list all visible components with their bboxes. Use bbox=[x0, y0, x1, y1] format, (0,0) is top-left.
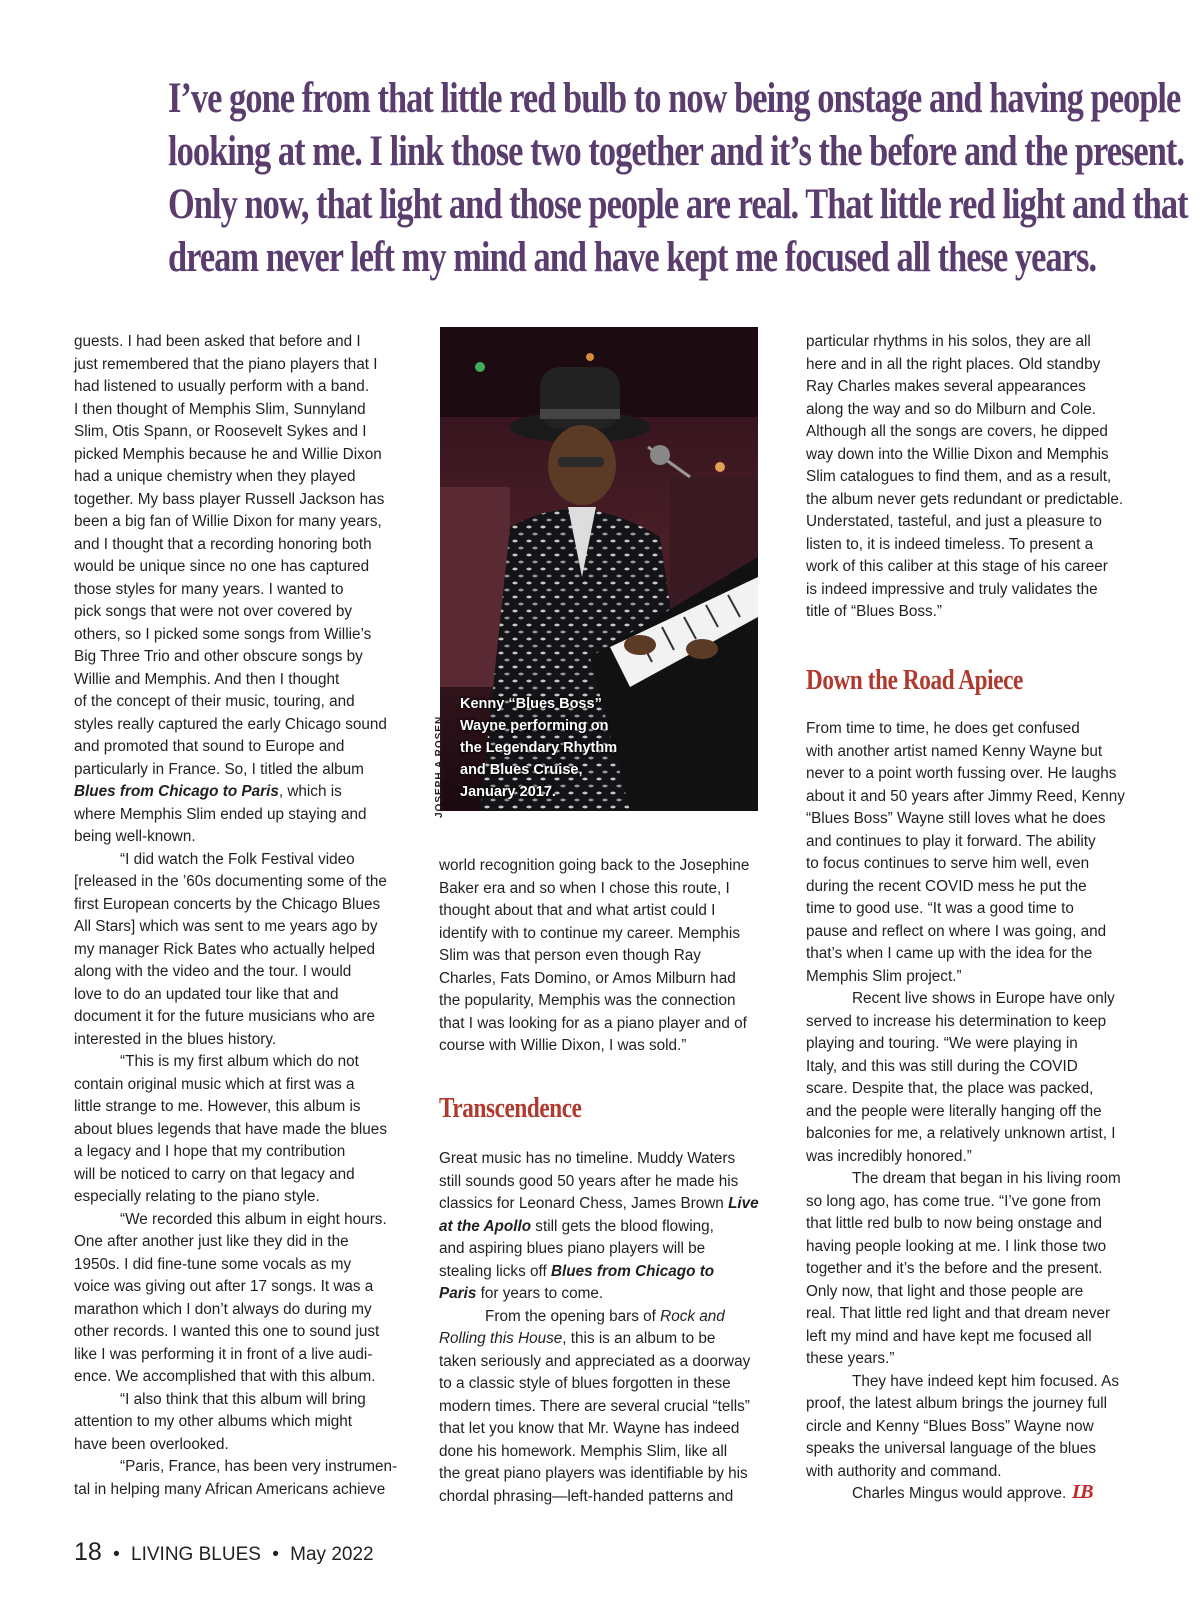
text-run: for years to come. bbox=[476, 1285, 604, 1302]
text-line: styles really captured the early Chicago sound bbox=[74, 715, 387, 733]
text-line: time to good use. “It was a good time to bbox=[806, 900, 1074, 917]
text-line: real. That little red light and that dream never bbox=[806, 1305, 1111, 1322]
text-line: Baker era and so when I chose this route, I bbox=[439, 879, 730, 897]
text-line: is indeed impressive and truly validates the bbox=[806, 580, 1098, 598]
text-line: being well-known. bbox=[74, 828, 196, 845]
text-line: the great piano players was identifiable by his bbox=[439, 1465, 748, 1482]
text-line: “This is my first album which do not bbox=[120, 1053, 359, 1070]
album-title: at the Apollo bbox=[439, 1217, 532, 1235]
pull-quote-line: Only now, that light and those people are real. That little red light and that bbox=[168, 181, 1188, 228]
article-column-1 bbox=[74, 331, 404, 1501]
song-title: Rolling this House bbox=[439, 1330, 563, 1347]
text-line: balconies for me, a relatively unknown artist, I bbox=[806, 1125, 1116, 1142]
text-line: the popularity, Memphis was the connection bbox=[439, 992, 736, 1009]
text-line: taken seriously and appreciated as a doorway bbox=[439, 1352, 751, 1370]
pull-quote bbox=[168, 72, 1188, 284]
text-line: that’s when I came up with the idea for the bbox=[806, 945, 1093, 962]
paragraph bbox=[74, 1456, 404, 1501]
text-line: served to increase his determination to keep bbox=[806, 1012, 1107, 1030]
text-line: that I was looking for as a piano player and of bbox=[439, 1014, 747, 1032]
text-line: where Memphis Slim ended up staying and bbox=[74, 805, 367, 823]
text-line: together. My bass player Russell Jackson has bbox=[74, 490, 385, 508]
text-line: way down into the Willie Dixon and Memphis bbox=[806, 445, 1109, 463]
text-line: would be unique since no one has captured bbox=[74, 558, 370, 575]
living-blues-end-logo: LB bbox=[1072, 1481, 1090, 1503]
text-line: title of “Blues Boss.” bbox=[806, 603, 943, 620]
text-line: They have indeed kept him focused. As bbox=[852, 1372, 1120, 1390]
caption-line: Kenny “Blues Boss” bbox=[460, 696, 602, 712]
text-line: with another artist named Kenny Wayne but bbox=[806, 742, 1103, 760]
publication-name: LIVING BLUES bbox=[131, 1544, 261, 1565]
pull-quote-line: looking at me. I link those two together and it’s the before and the present. bbox=[168, 128, 1185, 175]
text-line: thought about that and what artist could I bbox=[439, 902, 716, 919]
text-line: of the concept of their music, touring, and bbox=[74, 693, 355, 710]
text-run: From the opening bars of bbox=[485, 1307, 661, 1325]
text-line: ence. We accomplished that with this album. bbox=[74, 1368, 376, 1385]
text-line: tal in helping many African Americans achieve bbox=[74, 1480, 386, 1498]
text-line bbox=[439, 1216, 769, 1239]
footer-separator: • bbox=[113, 1544, 120, 1565]
text-line: Big Three Trio and other obscure songs by bbox=[74, 648, 363, 665]
text-line: playing and touring. “We were playing in bbox=[806, 1035, 1078, 1052]
page-footer bbox=[74, 1538, 374, 1569]
paragraph bbox=[74, 1209, 404, 1389]
text-line: particularly in France. So, I titled the album bbox=[74, 760, 364, 778]
paragraph bbox=[806, 718, 1136, 988]
page-number: 18 bbox=[74, 1538, 102, 1566]
album-title: Paris bbox=[439, 1285, 477, 1302]
pull-quote-line: I’ve gone from that little red bulb to now being onstage and having people bbox=[168, 75, 1181, 122]
text-line bbox=[439, 1306, 769, 1329]
album-title: Blues from Chicago to bbox=[550, 1262, 715, 1280]
paragraph bbox=[806, 988, 1136, 1168]
text-line: so long ago, has come true. “I’ve gone from bbox=[806, 1192, 1102, 1210]
text-line: Charles Mingus would approve. bbox=[852, 1485, 1067, 1502]
text-line: still sounds good 50 years after he made his bbox=[439, 1172, 739, 1190]
footer-separator: • bbox=[272, 1544, 279, 1565]
text-line: those styles for many years. I wanted to bbox=[74, 580, 344, 598]
text-line: love to do an updated tour like that and bbox=[74, 985, 339, 1003]
text-line: “Blues Boss” Wayne still loves what he does bbox=[806, 810, 1106, 827]
text-line: and I thought that a recording honoring both bbox=[74, 535, 372, 553]
text-line: a legacy and I hope that my contribution bbox=[74, 1143, 346, 1160]
text-line: together and it’s the before and the present. bbox=[806, 1260, 1103, 1277]
text-run: classics for Leonard Chess, James Brown bbox=[439, 1195, 729, 1212]
text-line: my manager Rick Bates who actually helped bbox=[74, 940, 375, 958]
text-line: during the recent COVID mess he put the bbox=[806, 877, 1087, 895]
text-line: had listened to usually perform with a band. bbox=[74, 378, 370, 395]
text-line: listen to, it is indeed timeless. To present a bbox=[806, 535, 1094, 553]
text-line: had a unique chemistry when they played bbox=[74, 468, 356, 485]
text-line: world recognition going back to the Josephine bbox=[439, 857, 750, 874]
text-line: along the way and so do Milburn and Cole. bbox=[806, 400, 1096, 418]
text-line: Slim catalogues to find them, and as a result, bbox=[806, 468, 1112, 485]
section-heading-transcendence: Transcendence bbox=[439, 1092, 582, 1124]
article-column-3-bottom bbox=[806, 718, 1136, 1506]
text-line: identify with to continue my career. Memphis bbox=[439, 924, 740, 942]
text-line: about it and 50 years after Jimmy Reed, Kenny bbox=[806, 787, 1125, 805]
paragraph bbox=[74, 331, 404, 849]
text-line bbox=[439, 1283, 769, 1306]
paragraph bbox=[74, 849, 404, 1052]
text-line: Only now, that light and those people are bbox=[806, 1282, 1084, 1300]
text-line: One after another just like they did in the bbox=[74, 1233, 349, 1250]
text-line: [released in the ’60s documenting some of the bbox=[74, 873, 387, 890]
photo-credit: JOSEPH A ROSEN bbox=[434, 715, 445, 818]
text-line: was incredibly honored.” bbox=[806, 1147, 972, 1165]
text-line: first European concerts by the Chicago Blues bbox=[74, 895, 381, 913]
text-line: chordal phrasing—left-handed patterns and bbox=[439, 1487, 734, 1505]
text-line: From time to time, he does get confused bbox=[806, 720, 1080, 737]
pull-quote-line: dream never left my mind and have kept me focused all these years. bbox=[168, 234, 1097, 281]
text-line: document it for the future musicians who are bbox=[74, 1008, 375, 1025]
text-line: “We recorded this album in eight hours. bbox=[120, 1210, 387, 1228]
paragraph bbox=[74, 1389, 404, 1457]
text-line: picked Memphis because he and Willie Dixon bbox=[74, 445, 382, 463]
caption-line: January 2017. bbox=[460, 784, 556, 800]
text-line: Ray Charles makes several appearances bbox=[806, 378, 1086, 395]
text-line: modern times. There are several crucial “tells” bbox=[439, 1397, 750, 1415]
text-run: still gets the blood flowing, bbox=[531, 1217, 714, 1235]
text-line: “I did watch the Folk Festival video bbox=[120, 850, 355, 868]
caption-line: and Blues Cruise, bbox=[460, 762, 583, 778]
text-line: Slim, Otis Spann, or Roosevelt Sykes and I bbox=[74, 423, 367, 440]
text-line: these years.” bbox=[806, 1350, 895, 1367]
text-line: course with Willie Dixon, I was sold.” bbox=[439, 1037, 687, 1054]
text-line: having people looking at me. I link those two bbox=[806, 1237, 1107, 1255]
song-title: Rock and bbox=[660, 1307, 725, 1325]
text-line: Although all the songs are covers, he dipped bbox=[806, 423, 1108, 440]
text-line: along with the video and the tour. I would bbox=[74, 963, 352, 980]
text-line: and continues to play it forward. The ability bbox=[806, 832, 1096, 850]
text-run: , which is bbox=[278, 783, 342, 800]
text-line: and aspiring blues piano players will be bbox=[439, 1240, 706, 1257]
text-line: to a classic style of blues forgotten in these bbox=[439, 1375, 731, 1392]
text-line: just remembered that the piano players that I bbox=[74, 355, 378, 373]
text-line: interested in the blues history. bbox=[74, 1030, 277, 1048]
text-line: “I also think that this album will bring bbox=[120, 1390, 366, 1408]
text-line: to focus continues to serve him well, even bbox=[806, 855, 1090, 872]
text-line: Great music has no timeline. Muddy Waters bbox=[439, 1150, 736, 1167]
text-line: All Stars] which was sent to me years ago by bbox=[74, 918, 378, 935]
article-column-2-bottom bbox=[439, 1148, 769, 1508]
text-line: 1950s. I did fine-tune some vocals as my bbox=[74, 1255, 352, 1273]
photo-caption bbox=[460, 693, 720, 803]
text-line: done his homework. Memphis Slim, like all bbox=[439, 1442, 728, 1460]
text-line: voice was giving out after 17 songs. It was a bbox=[74, 1278, 374, 1295]
text-line: proof, the latest album brings the journey full bbox=[806, 1395, 1108, 1412]
text-line bbox=[439, 1328, 769, 1351]
article-column-3-top bbox=[806, 331, 1136, 624]
text-line: work of this caliber at this stage of his career bbox=[806, 558, 1108, 575]
text-line: little strange to me. However, this album is bbox=[74, 1098, 361, 1115]
performer-photo bbox=[440, 327, 758, 811]
text-line: with authority and command. bbox=[806, 1462, 1002, 1480]
text-line: circle and Kenny “Blues Boss” Wayne now bbox=[806, 1417, 1094, 1435]
text-line: marathon which I don’t always do during my bbox=[74, 1300, 372, 1318]
text-line: here and in all the right places. Old standby bbox=[806, 355, 1101, 373]
text-line: I then thought of Memphis Slim, Sunnyland bbox=[74, 400, 366, 418]
text-line: scare. Despite that, the place was packed, bbox=[806, 1080, 1094, 1097]
text-line: guests. I had been asked that before and I bbox=[74, 333, 361, 350]
article-column-2-top bbox=[439, 855, 769, 1058]
paragraph bbox=[806, 1168, 1136, 1371]
text-line: particular rhythms in his solos, they are all bbox=[806, 333, 1091, 350]
text-line: about blues legends that have made the blues bbox=[74, 1120, 387, 1138]
text-line bbox=[439, 1193, 769, 1216]
issue-date: May 2022 bbox=[290, 1544, 374, 1565]
text-line: especially relating to the piano style. bbox=[74, 1188, 320, 1205]
text-line: have been overlooked. bbox=[74, 1435, 229, 1453]
text-line: like I was performing it in front of a live audi- bbox=[74, 1345, 373, 1363]
text-run: stealing licks off bbox=[439, 1262, 551, 1280]
text-line: will be noticed to carry on that legacy and bbox=[74, 1165, 355, 1183]
text-line: contain original music which at first was a bbox=[74, 1075, 355, 1093]
text-line bbox=[74, 781, 404, 804]
caption-line: the Legendary Rhythm bbox=[460, 740, 618, 756]
text-line: Understated, tasteful, and just a pleasure to bbox=[806, 513, 1102, 530]
text-line: Slim was that person even though Ray bbox=[439, 947, 701, 964]
text-line: and the people were literally hanging off the bbox=[806, 1102, 1102, 1120]
text-line: speaks the universal language of the blues bbox=[806, 1440, 1096, 1457]
text-line: attention to my other albums which might bbox=[74, 1413, 353, 1430]
text-line: pick songs that were not over covered by bbox=[74, 603, 353, 620]
section-heading-down-the-road: Down the Road Apiece bbox=[806, 664, 1023, 696]
paragraph bbox=[74, 1051, 404, 1209]
text-line bbox=[439, 1261, 769, 1284]
album-title: Live bbox=[728, 1195, 759, 1212]
text-run: , this is an album to be bbox=[562, 1330, 716, 1347]
text-line: never to a point worth fussing over. He laughs bbox=[806, 765, 1117, 782]
text-line: The dream that began in his living room bbox=[852, 1170, 1121, 1187]
album-title: Blues from Chicago to Paris bbox=[74, 783, 279, 800]
text-line: Charles, Fats Domino, or Amos Milburn had bbox=[439, 969, 736, 987]
text-line: “Paris, France, has been very instrumen- bbox=[120, 1458, 398, 1475]
text-line: been a big fan of Willie Dixon for many years, bbox=[74, 513, 382, 530]
paragraph bbox=[806, 1371, 1136, 1484]
text-line: Willie and Memphis. And then I thought bbox=[74, 670, 340, 688]
text-line: Memphis Slim project.” bbox=[806, 967, 962, 985]
text-line: that let you know that Mr. Wayne has indeed bbox=[439, 1420, 740, 1437]
text-line: others, so I picked some songs from Willie’s bbox=[74, 625, 372, 643]
text-line: that little red bulb to now being onstage and bbox=[806, 1215, 1102, 1232]
text-line: Italy, and this was still during the COVID bbox=[806, 1057, 1078, 1075]
text-line: Recent live shows in Europe have only bbox=[852, 990, 1115, 1007]
caption-line: Wayne performing on bbox=[460, 718, 609, 734]
text-line: pause and reflect on where I was going, and bbox=[806, 922, 1107, 940]
text-line: other records. I wanted this one to sound just bbox=[74, 1323, 380, 1340]
text-line: and promoted that sound to Europe and bbox=[74, 738, 345, 755]
text-line: the album never gets redundant or predictable. bbox=[806, 490, 1124, 508]
text-line: left my mind and have kept me focused all bbox=[806, 1327, 1092, 1345]
